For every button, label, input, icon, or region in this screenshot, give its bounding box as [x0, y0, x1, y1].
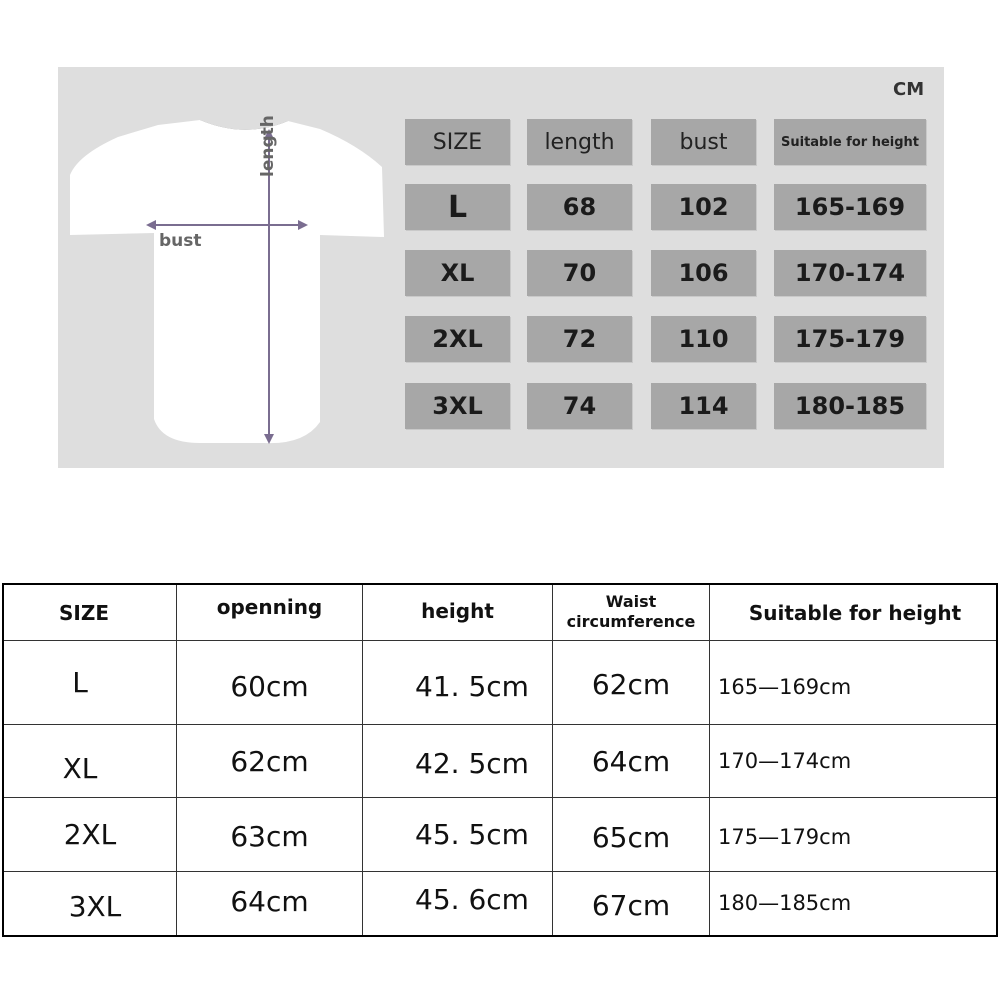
row-length: 72	[527, 316, 632, 362]
row-bust: 110	[651, 316, 756, 362]
row-height: 165-169	[774, 184, 926, 230]
table-cell-height: 45. 6cm	[415, 882, 529, 916]
table-cell-openning: 62cm	[230, 744, 309, 778]
header-waist-circumference: Waist circumference	[566, 592, 696, 631]
table-cell-suitable-height: 170—174cm	[718, 749, 852, 773]
bust-label: bust	[159, 231, 202, 251]
size-chart-panel	[58, 67, 944, 468]
row-bust: 102	[651, 184, 756, 230]
table-cell-suitable-height: 180—185cm	[718, 891, 852, 915]
header-openning: openning	[216, 595, 323, 619]
table-cell-suitable-height: 175—179cm	[718, 824, 852, 849]
table-cell-size: XL	[62, 751, 98, 785]
row-height: 180-185	[774, 383, 926, 429]
row-size: XL	[405, 250, 510, 296]
table-cell-waist: 64cm	[591, 744, 671, 778]
measurement-table	[2, 583, 998, 937]
row-size: L	[405, 184, 510, 230]
header-suitable-height: Suitable for height	[774, 119, 926, 165]
table-cell-waist: 65cm	[591, 821, 671, 854]
table-cell-height: 45. 5cm	[415, 818, 529, 851]
row-bust: 106	[651, 250, 756, 296]
header-bust: bust	[651, 119, 756, 165]
header-length: length	[527, 119, 632, 165]
table-cell-height: 41. 5cm	[415, 670, 529, 703]
tshirt-body	[70, 120, 384, 443]
row-size: 2XL	[405, 316, 510, 362]
table-cell-size: 2XL	[63, 818, 117, 851]
table-cell-size: 3XL	[68, 889, 122, 923]
length-label: length	[258, 115, 278, 177]
row-length: 74	[527, 383, 632, 429]
table-cell-size: L	[72, 666, 88, 699]
row-size: 3XL	[405, 383, 510, 429]
row-height: 170-174	[774, 250, 926, 296]
header-size: SIZE	[58, 600, 109, 625]
table-cell-openning: 63cm	[230, 820, 309, 853]
row-length: 70	[527, 250, 632, 296]
table-cell-suitable-height: 165—169cm	[718, 674, 852, 699]
row-bust: 114	[651, 383, 756, 429]
header-size: SIZE	[405, 119, 510, 165]
header-height: height	[421, 599, 494, 623]
row-length: 68	[527, 184, 632, 230]
table-cell-waist: 62cm	[591, 668, 671, 701]
table-cell-openning: 64cm	[230, 884, 309, 918]
row-height: 175-179	[774, 316, 926, 362]
table-cell-height: 42. 5cm	[415, 746, 529, 780]
unit-label: CM	[893, 79, 925, 100]
table-cell-waist: 67cm	[591, 888, 671, 922]
table-cell-openning: 60cm	[230, 670, 309, 703]
header-suitable-height: Suitable for height	[748, 600, 962, 625]
